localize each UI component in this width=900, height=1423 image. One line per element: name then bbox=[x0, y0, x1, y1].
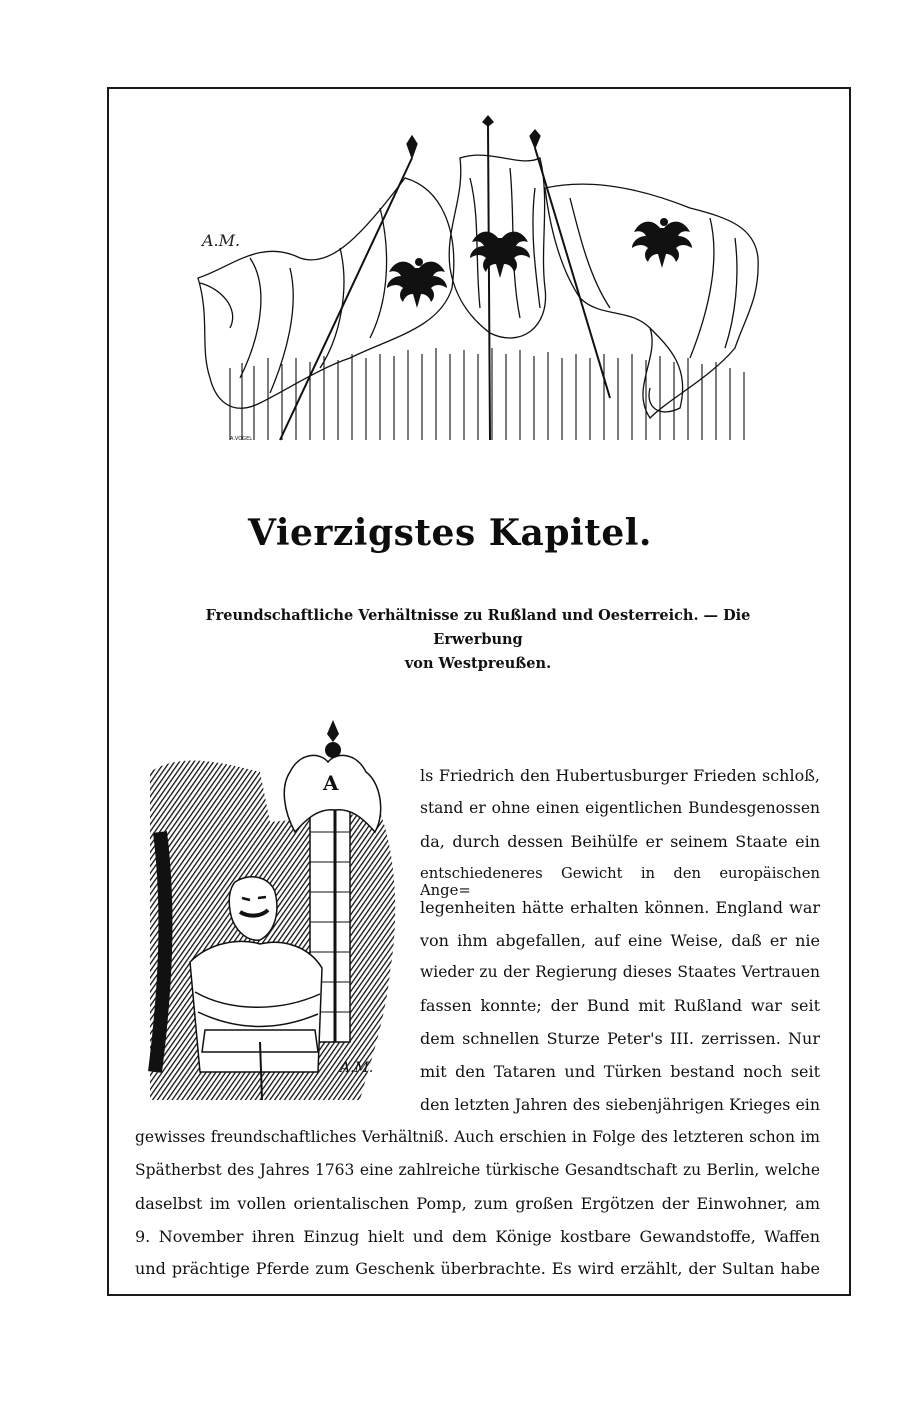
flags-illustration bbox=[190, 118, 765, 446]
body-line: mit den Tataren und Türken bestand noch seit bbox=[420, 1062, 820, 1081]
body-line: daselbst im vollen orientalischen Pomp, zum großen Ergötzen der Einwohner, am bbox=[135, 1194, 820, 1213]
body-line: gewisses freundschaftliches Verhältniß. Auch erschien in Folge des letzteren schon im bbox=[135, 1128, 820, 1146]
body-line: stand er ohne einen eigentlichen Bundesgenossen bbox=[420, 799, 820, 817]
body-line: dem schnellen Sturze Peter's III. zerrissen. Nur bbox=[420, 1029, 820, 1048]
body-line: legenheiten hätte erhalten können. England war bbox=[420, 898, 820, 917]
body-line: da, durch dessen Beihülfe er seinem Staate ein bbox=[420, 832, 820, 851]
body-line: entschiedeneres Gewicht in den europäischen Ange= bbox=[420, 865, 820, 899]
body-line: den letzten Jahren des siebenjährigen Krieges ein bbox=[420, 1095, 820, 1114]
body-line: Spätherbst des Jahres 1763 eine zahlreiche türkische Gesandtschaft zu Berlin, welche bbox=[135, 1161, 820, 1179]
subtitle-line: von Westpreußen. bbox=[404, 655, 552, 672]
chapter-title: Vierzigstes Kapitel. bbox=[248, 512, 652, 554]
header-signature: A.M. bbox=[202, 231, 241, 250]
figure-illustration bbox=[150, 712, 400, 1100]
figure-signature: A.M. bbox=[340, 1060, 374, 1076]
body-line: ls Friedrich den Hubertusburger Frieden schloß, bbox=[420, 766, 820, 785]
body-line: wieder zu der Regierung dieses Staates Vertrauen bbox=[420, 963, 820, 981]
body-line: von ihm abgefallen, auf eine Weise, daß er nie bbox=[420, 931, 820, 950]
chapter-subtitle bbox=[168, 604, 788, 676]
body-line: fassen konnte; der Bund mit Rußland war seit bbox=[420, 996, 820, 1015]
engraver-mark: A.VOGEL bbox=[230, 436, 253, 442]
body-line: und prächtige Pferde zum Geschenk überbrachte. Es wird erzählt, der Sultan habe bbox=[135, 1259, 820, 1278]
column-letter: A bbox=[323, 771, 339, 795]
subtitle-line: Freundschaftliche Verhältnisse zu Rußland und Oesterreich. — Die Erwerbung bbox=[205, 607, 751, 648]
body-line: 9. November ihren Einzug hielt und dem Könige kostbare Gewandstoffe, Waffen bbox=[135, 1227, 820, 1246]
